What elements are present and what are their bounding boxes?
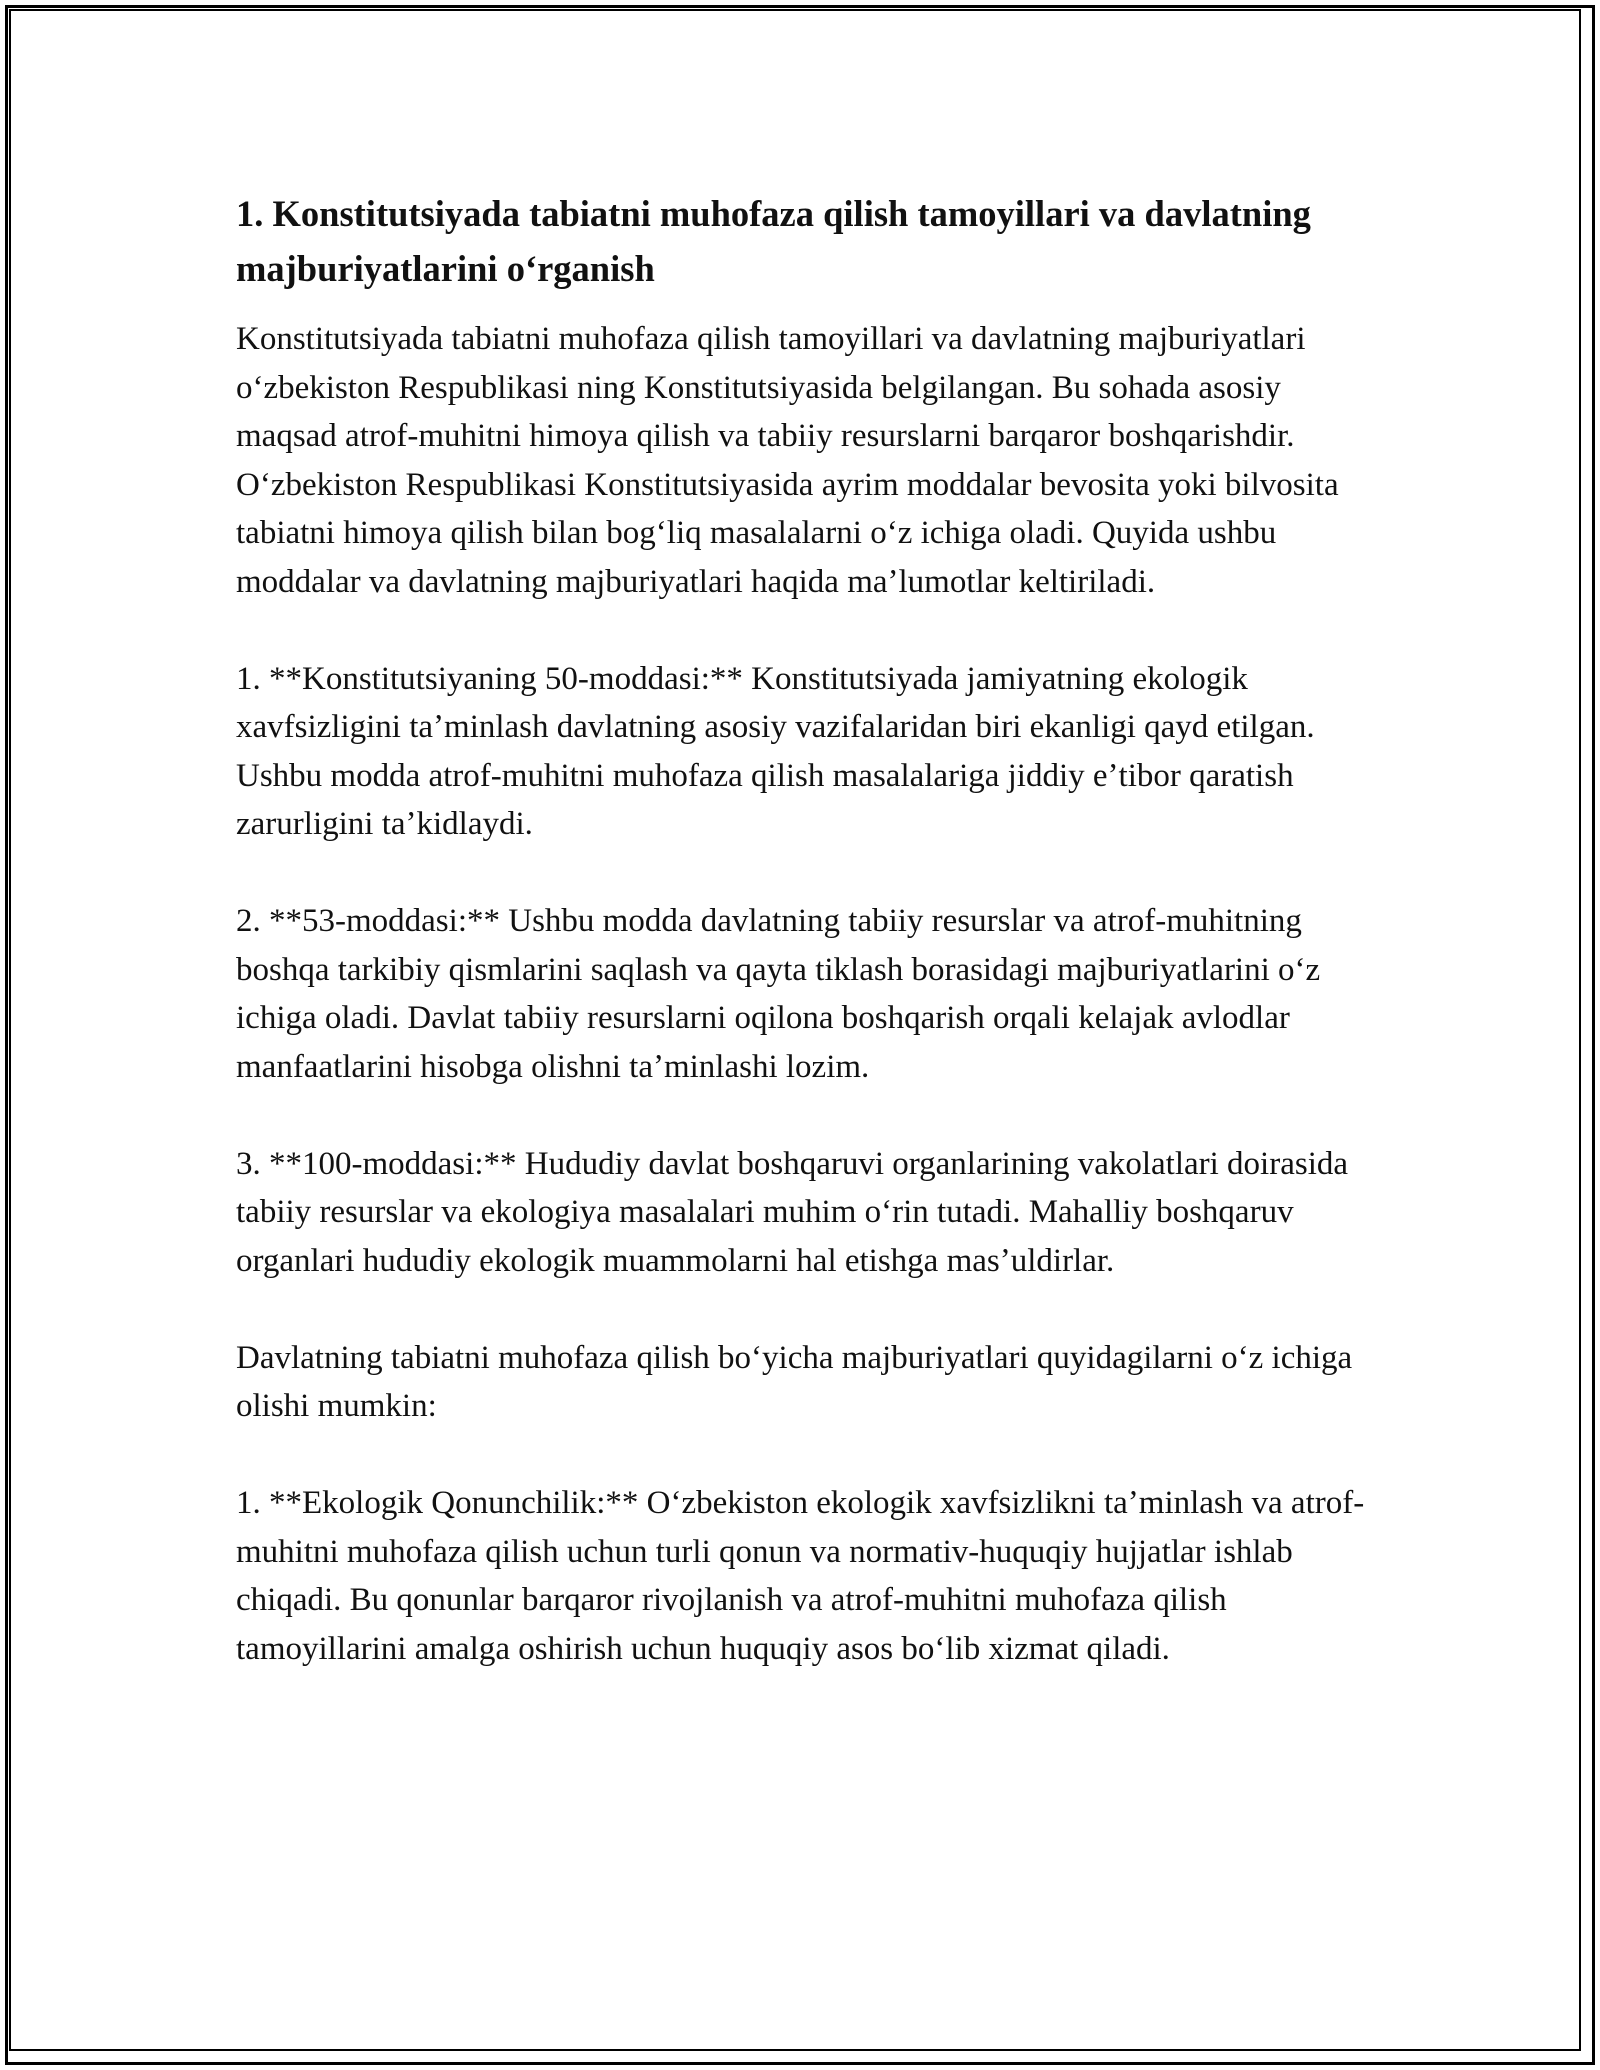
article-53-paragraph: 2. **53-moddasi:** Ushbu modda davlatning tabiiy resurslar va atrof-muhitning boshqa tarkibiy qismlarini saqlash va qayta tiklash borasidagi majburiyatlarini oʻz ichiga oladi. Davlat tabiiy resurslarni oqilona boshqarish orqali kelajak avlodlar manfaatlarini hisobga olishni taʼminlashi lozim. [236, 903, 1321, 1085]
article-50-paragraph: 1. **Konstitutsiyaning 50-moddasi:** Konstitutsiyada jamiyatning ekologik xavfsizligini taʼminlash davlatning asosiy vazifalaridan biri ekanligi qayd etilgan. Ushbu modda atrof-muhitni muhofaza qilish masalalariga jiddiy eʼtibor qaratish zarurligini taʼkidlaydi. [236, 660, 1315, 842]
obligations-intro-paragraph: Davlatning tabiatni muhofaza qilish boʻyicha majburiyatlari quyidagilarni oʻz ichiga olishi mumkin: [236, 1339, 1353, 1424]
document-body [236, 186, 1366, 1673]
ecological-legislation-paragraph: 1. **Ekologik Qonunchilik:** Oʻzbekiston ekologik xavfsizlikni taʼminlash va atrof-muhitni muhofaza qilish uchun turli qonun va normativ-huquqiy hujjatlar ishlab chiqadi. Bu qonunlar barqaror rivojlanish va atrof-muhitni muhofaza qilish tamoyillarini amalga oshirish uchun huquqiy asos boʻlib xizmat qiladi. [236, 1485, 1365, 1667]
document-heading: 1. Konstitutsiyada tabiatni muhofaza qilish tamoyillari va davlatning majburiyatlarini oʻrganish [236, 193, 1311, 289]
intro-paragraph: Konstitutsiyada tabiatni muhofaza qilish tamoyillari va davlatning majburiyatlari oʻzbekiston Respublikasi ning Konstitutsiyasida belgilangan. Bu sohada asosiy maqsad atrof-muhitni himoya qilish va tabiiy resurslarni barqaror boshqarishdir. Oʻzbekiston Respublikasi Konstitutsiyasida ayrim moddalar bevosita yoki bilvosita tabiatni himoya qilish bilan bogʻliq masalalarni oʻz ichiga oladi. Quyida ushbu moddalar va davlatning majburiyatlari haqida maʼlumotlar keltiriladi. [236, 321, 1339, 600]
article-100-paragraph: 3. **100-moddasi:** Hududiy davlat boshqaruvi organlarining vakolatlari doirasida tabiiy resurslar va ekologiya masalalari muhim oʻrin tutadi. Mahalliy boshqaruv organlari hududiy ekologik muammolarni hal etishga masʼuldirlar. [236, 1145, 1349, 1279]
